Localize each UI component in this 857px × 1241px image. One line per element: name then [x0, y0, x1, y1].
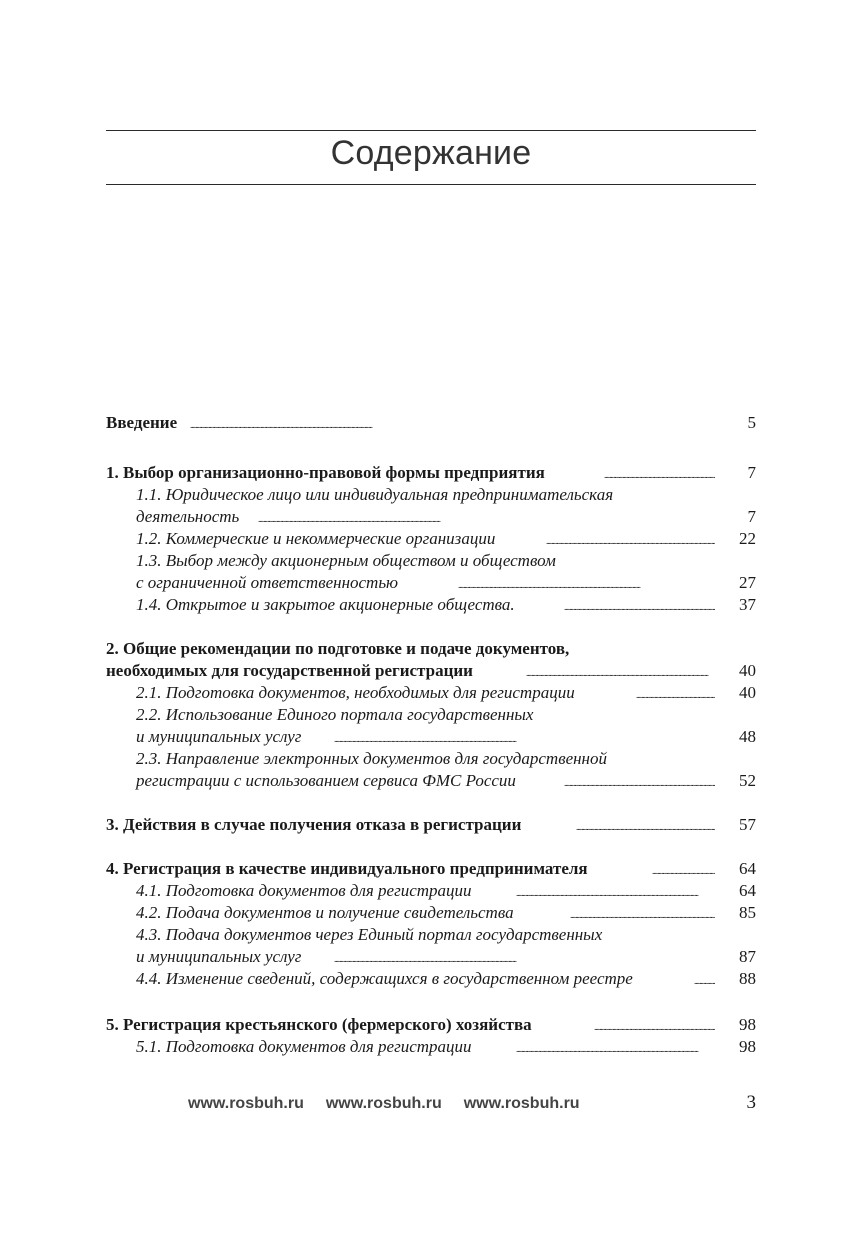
toc-entry-title: 1.4. Открытое и закрытое акционерные общества.: [136, 595, 515, 614]
toc-entry-1-1-line2[interactable]: [106, 506, 756, 528]
toc-leader-dots: [546, 528, 715, 550]
toc-entry-1-4[interactable]: [106, 594, 756, 616]
toc-entry-title: 5. Регистрация крестьянского (фермерского) хозяйства: [106, 1015, 532, 1034]
page-number: 3: [746, 1092, 756, 1113]
toc-entry-4-3-line2[interactable]: [106, 946, 756, 968]
toc-entry-4-1[interactable]: [106, 880, 756, 902]
toc-leader-dots: [636, 682, 715, 704]
toc-entry-5-1[interactable]: [106, 1036, 756, 1058]
toc-leader-dots: [594, 1014, 715, 1036]
toc-leader-dots: [526, 660, 715, 682]
toc-leader-dots: [694, 968, 715, 990]
title-top-rule: [106, 130, 756, 131]
toc-entry-page: 98: [739, 1015, 756, 1034]
toc-entry-chapter-2-line1[interactable]: [106, 638, 756, 660]
toc-entry-2-3-line1[interactable]: [106, 748, 756, 770]
toc-leader-dots: [458, 572, 715, 594]
toc-leader-dots: [564, 594, 715, 616]
toc-entry-2-2-line1[interactable]: [106, 704, 756, 726]
toc-entry-page: 27: [739, 573, 756, 592]
toc-leader-dots: [334, 946, 715, 968]
toc-entry-title: 1.1. Юридическое лицо или индивидуальная предпринимательская: [136, 485, 614, 504]
toc-entry-title: 4.4. Изменение сведений, содержащихся в государственном реестре: [136, 969, 633, 988]
toc-entry-page: 57: [739, 815, 756, 834]
toc-leader-dots: [190, 412, 715, 434]
toc-entry-page: 52: [739, 771, 756, 790]
toc-leader-dots: [604, 462, 715, 484]
page-title: Содержание: [330, 134, 532, 172]
toc-entry-title: 2. Общие рекомендации по подготовке и подаче документов,: [106, 639, 570, 658]
toc-entry-title: 4.3. Подача документов через Единый портал государственных: [136, 925, 603, 944]
toc-entry-title: 2.3. Направление электронных документов для государственной: [136, 749, 607, 768]
toc-entry-title: 1. Выбор организационно-правовой формы предприятия: [106, 463, 545, 482]
toc-entry-title: 2.1. Подготовка документов, необходимых для регистрации: [136, 683, 575, 702]
toc-entry-page: 37: [739, 595, 756, 614]
toc-entry-title: и муниципальных услуг: [136, 947, 302, 966]
toc-leader-dots: [258, 506, 715, 528]
toc-entry-chapter-5[interactable]: [106, 1014, 756, 1036]
toc-entry-page: 64: [739, 859, 756, 878]
toc-entry-page: 22: [739, 529, 756, 548]
toc-entry-page: 40: [739, 683, 756, 702]
toc-entry-page: 87: [739, 947, 756, 966]
toc-entry-2-2-line2[interactable]: [106, 726, 756, 748]
footer-link[interactable]: www.rosbuh.ru: [463, 1095, 580, 1112]
toc-entry-intro[interactable]: [106, 412, 756, 434]
toc-entry-page: 7: [747, 463, 756, 482]
toc-entry-title: 5.1. Подготовка документов для регистрации: [136, 1037, 472, 1056]
toc-entry-1-3-line1[interactable]: [106, 550, 756, 572]
toc-leader-dots: [570, 902, 715, 924]
toc-entry-chapter-1[interactable]: [106, 462, 756, 484]
toc-entry-chapter-2-line2[interactable]: [106, 660, 756, 682]
toc-leader-dots: [564, 770, 715, 792]
toc-entry-title: 3. Действия в случае получения отказа в регистрации: [106, 815, 522, 834]
toc-entry-chapter-3[interactable]: [106, 814, 756, 836]
toc-leader-dots: [576, 814, 715, 836]
toc-entry-title: деятельность: [136, 507, 240, 526]
toc-entry-1-3-line2[interactable]: [106, 572, 756, 594]
toc-entry-title: 2.2. Использование Единого портала государственных: [136, 705, 534, 724]
toc-entry-title: Введение: [106, 413, 178, 432]
footer-link[interactable]: www.rosbuh.ru: [325, 1095, 442, 1112]
toc-entry-2-3-line2[interactable]: [106, 770, 756, 792]
toc-entry-title: 4.1. Подготовка документов для регистрации: [136, 881, 472, 900]
toc-entry-1-1-line1[interactable]: [106, 484, 756, 506]
toc-entry-title: 4.2. Подача документов и получение свидетельства: [136, 903, 514, 922]
toc-entry-page: 7: [747, 507, 756, 526]
toc-entry-4-4[interactable]: [106, 968, 756, 990]
toc-entry-4-3-line1[interactable]: [106, 924, 756, 946]
toc-entry-page: 48: [739, 727, 756, 746]
toc-leader-dots: [516, 880, 715, 902]
toc-entry-title: регистрации с использованием сервиса ФМС России: [136, 771, 516, 790]
toc-entry-chapter-4[interactable]: [106, 858, 756, 880]
toc-entry-page: 85: [739, 903, 756, 922]
toc-entry-page: 5: [747, 413, 756, 432]
toc-entry-page: 98: [739, 1037, 756, 1056]
toc-entry-title: 4. Регистрация в качестве индивидуального предпринимателя: [106, 859, 588, 878]
toc-entry-1-2[interactable]: [106, 528, 756, 550]
toc-entry-page: 40: [739, 661, 756, 680]
toc-leader-dots: [516, 1036, 715, 1058]
title-bottom-rule: [106, 184, 756, 185]
toc-entry-page: 64: [739, 881, 756, 900]
footer-link[interactable]: www.rosbuh.ru: [188, 1095, 304, 1112]
toc-entry-title: с ограниченной ответственностью: [136, 573, 399, 592]
footer-links: [188, 1095, 602, 1117]
toc-entry-title: и муниципальных услуг: [136, 727, 302, 746]
toc-entry-2-1[interactable]: [106, 682, 756, 704]
toc-entry-4-2[interactable]: [106, 902, 756, 924]
toc-leader-dots: [334, 726, 715, 748]
toc-leader-dots: [652, 858, 715, 880]
toc-entry-title: 1.3. Выбор между акционерным обществом и обществом: [136, 551, 556, 570]
toc-entry-title: необходимых для государственной регистрации: [106, 661, 473, 680]
toc-entry-page: 88: [739, 969, 756, 988]
toc-entry-title: 1.2. Коммерческие и некоммерческие организации: [136, 529, 496, 548]
